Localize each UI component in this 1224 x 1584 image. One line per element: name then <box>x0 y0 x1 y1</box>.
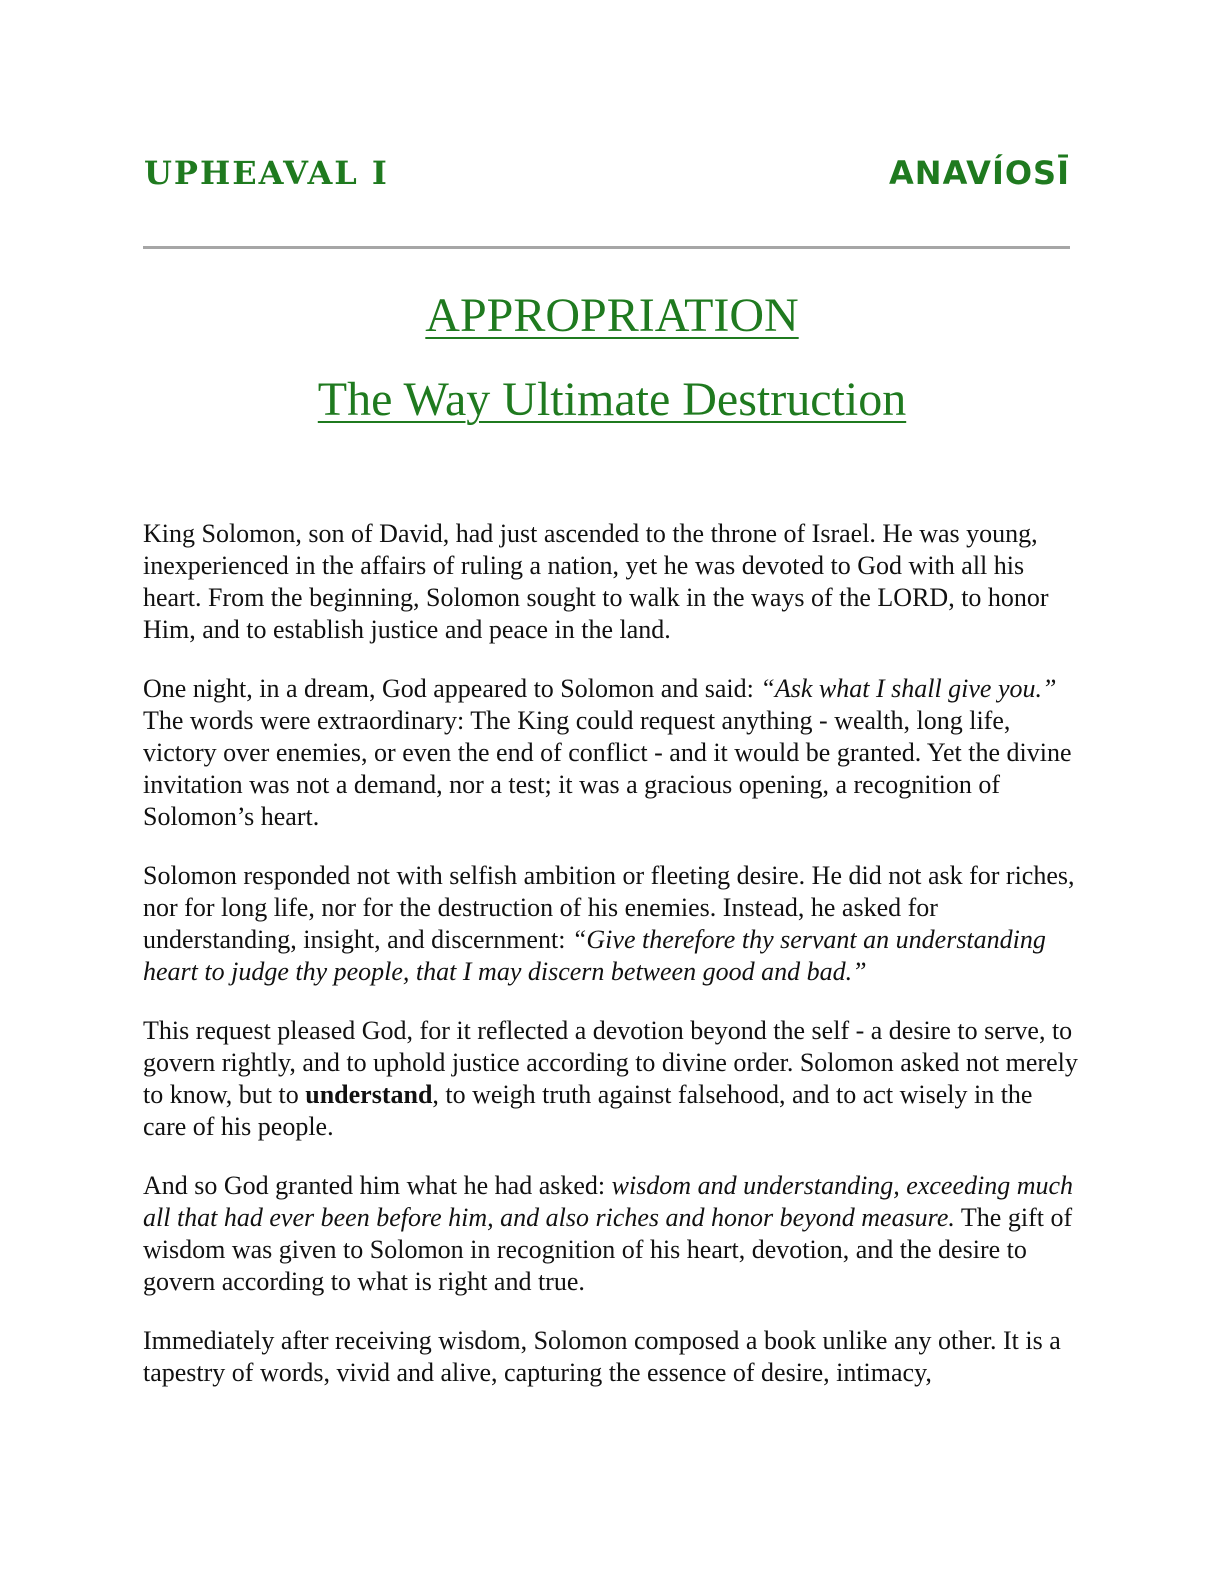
header-divider <box>143 246 1070 249</box>
paragraph-1 <box>143 518 1078 646</box>
paragraph-4 <box>143 1015 1078 1143</box>
paragraph-5 <box>143 1170 1078 1298</box>
paragraph-2-text-continued: The words were extraordinary: The King could request anything - wealth, long life, victory over enemies, or even the end of conflict - and it would be granted. Yet the divine invitation was not a demand, nor a test; it was a gracious opening, a recognition of Solomon’s heart. <box>143 706 1072 831</box>
paragraph-5-text-continued: The gift of wisdom was given to Solomon in recognition of his heart, devotion, and the desire to govern according to what is right and true. <box>143 1203 1073 1296</box>
paragraph-2-text: One night, in a dream, God appeared to Solomon and said: <box>143 674 761 703</box>
page-title: APPROPRIATION <box>425 289 799 342</box>
header-left-title: UPHEAVAL I <box>144 154 389 192</box>
page-header <box>144 150 1070 210</box>
paragraph-4-text: This request pleased God, for it reflected a devotion beyond the self - a desire to serve, to govern rightly, and to uphold justice according to divine order. Solomon asked not merely to know, but to <box>143 1016 1078 1109</box>
body-text <box>143 518 1078 1416</box>
paragraph-3-text: Solomon responded not with selfish ambition or fleeting desire. He did not ask for riches, nor for long life, nor for the destruction of his enemies. Instead, he asked for understanding, insight, and discernment: <box>143 861 1075 954</box>
paragraph-5-italic: wisdom and understanding, exceeding much all that had ever been before him, and also riches and honor beyond measure. <box>143 1171 1074 1232</box>
header-right-title: ANAVÍOSĪ <box>889 154 1070 192</box>
paragraph-4-text-continued: , to weigh truth against falsehood, and to act wisely in the care of his people. <box>143 1080 1033 1141</box>
paragraph-1-text: King Solomon, son of David, had just ascended to the throne of Israel. He was young, inexperienced in the affairs of ruling a nation, yet he was devoted to God with all his heart. From the beginning, Solomon sought to walk in the ways of the LORD, to honor Him, and to establish justice and peace in the land. <box>143 519 1049 644</box>
page-subtitle: The Way Ultimate Destruction <box>317 373 907 426</box>
paragraph-6-text: Immediately after receiving wisdom, Solomon composed a book unlike any other. It is a tapestry of words, vivid and alive, capturing the essence of desire, intimacy, <box>143 1326 1061 1387</box>
paragraph-2 <box>143 673 1078 833</box>
paragraph-6 <box>143 1325 1078 1389</box>
paragraph-3 <box>143 860 1078 988</box>
paragraph-4-bold-word: understand <box>305 1080 433 1109</box>
paragraph-5-text: And so God granted him what he had asked: <box>143 1171 612 1200</box>
paragraph-3-quote: “Give therefore thy servant an understanding heart to judge thy people, that I may discern between good and bad.” <box>143 925 1046 986</box>
paragraph-2-quote: “Ask what I shall give you.” <box>760 674 1057 703</box>
